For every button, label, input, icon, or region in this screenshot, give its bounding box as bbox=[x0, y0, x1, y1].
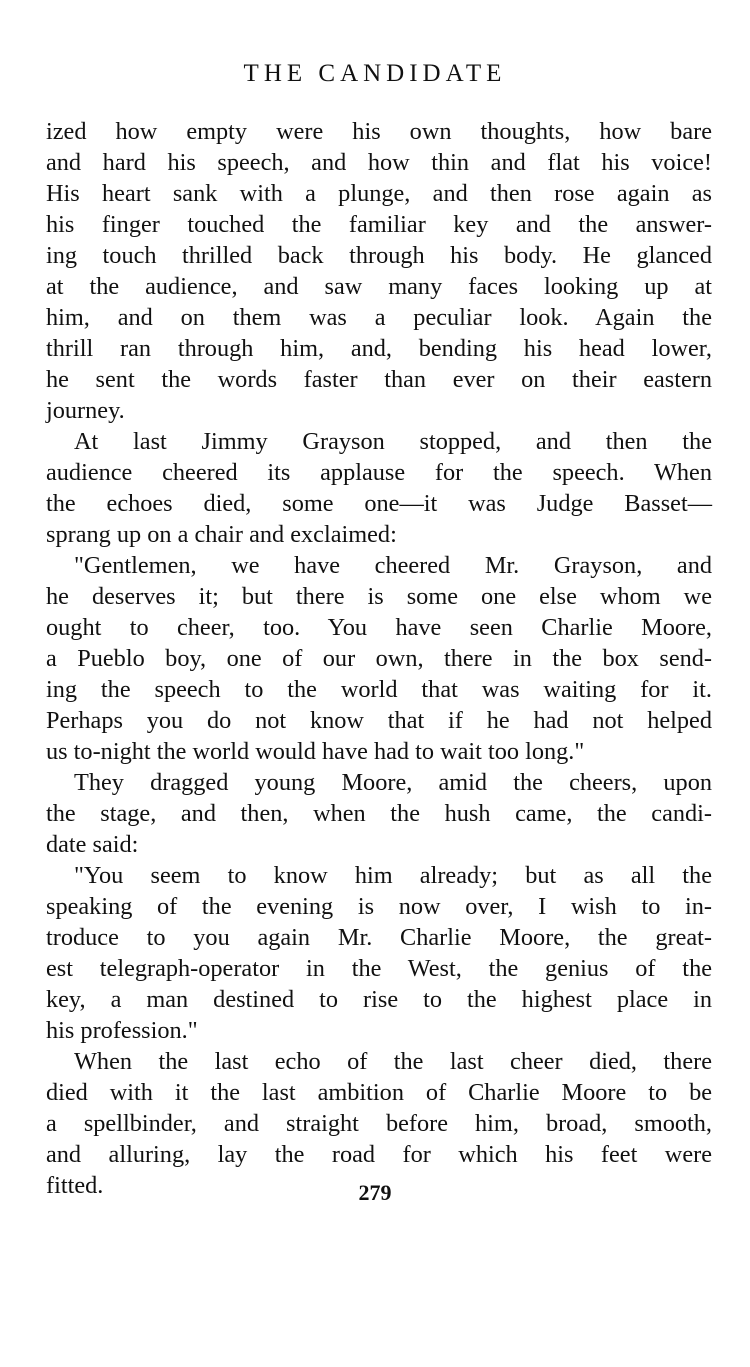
text-line: sprang up on a chair and exclaimed: bbox=[46, 521, 397, 548]
text-line: troduce to you again Mr. Charlie Moore, the great- bbox=[46, 924, 712, 951]
text-line: a Pueblo boy, one of our own, there in the box send- bbox=[46, 645, 712, 672]
text-line: his finger touched the familiar key and the answer- bbox=[46, 211, 712, 238]
text-line: and hard his speech, and how thin and flat his voice! bbox=[46, 149, 712, 176]
text-line: ought to cheer, too. You have seen Charlie Moore, bbox=[46, 614, 712, 641]
text-line: at the audience, and saw many faces looking up at bbox=[46, 273, 712, 300]
text-line: he sent the words faster than ever on their eastern bbox=[46, 366, 712, 393]
text-line: and alluring, lay the road for which his feet were bbox=[46, 1141, 712, 1168]
text-line: date said: bbox=[46, 831, 139, 858]
text-line: ing the speech to the world that was waiting for it. bbox=[46, 676, 712, 703]
text-line: him, and on them was a peculiar look. Again the bbox=[46, 304, 712, 331]
text-line: fitted. bbox=[46, 1172, 104, 1199]
text-line: key, a man destined to rise to the highest place in bbox=[46, 986, 712, 1013]
text-line: his profession." bbox=[46, 1017, 198, 1044]
body-text bbox=[46, 116, 712, 1201]
text-line: us to-night the world would have had to wait too long." bbox=[46, 738, 585, 765]
text-line: "Gentlemen, we have cheered Mr. Grayson, and bbox=[74, 552, 712, 579]
text-line: thrill ran through him, and, bending his head lower, bbox=[46, 335, 712, 362]
text-line: audience cheered its applause for the speech. When bbox=[46, 459, 712, 486]
running-head: THE CANDIDATE bbox=[243, 60, 507, 87]
text-line: They dragged young Moore, amid the cheers, upon bbox=[74, 769, 712, 796]
text-line: ing touch thrilled back through his body. He glanced bbox=[46, 242, 712, 269]
text-line: "You seem to know him already; but as all the bbox=[74, 862, 712, 889]
text-line: a spellbinder, and straight before him, broad, smooth, bbox=[46, 1110, 712, 1137]
text-line: est telegraph-operator in the West, the genius of the bbox=[46, 955, 712, 982]
text-line: journey. bbox=[46, 397, 125, 424]
text-line: he deserves it; but there is some one else whom we bbox=[46, 583, 712, 610]
text-line: died with it the last ambition of Charlie Moore to be bbox=[46, 1079, 712, 1106]
text-line: Perhaps you do not know that if he had not helped bbox=[46, 707, 712, 734]
text-line: At last Jimmy Grayson stopped, and then the bbox=[74, 428, 712, 455]
text-line: the echoes died, some one—it was Judge Basset— bbox=[46, 490, 712, 517]
text-line: When the last echo of the last cheer died, there bbox=[74, 1048, 712, 1075]
text-line: His heart sank with a plunge, and then rose again as bbox=[46, 180, 712, 207]
page-number: 279 bbox=[358, 1180, 392, 1205]
text-line: ized how empty were his own thoughts, how bare bbox=[46, 118, 712, 145]
text-line: speaking of the evening is now over, I wish to in- bbox=[46, 893, 712, 920]
text-line: the stage, and then, when the hush came, the candi- bbox=[46, 800, 712, 827]
